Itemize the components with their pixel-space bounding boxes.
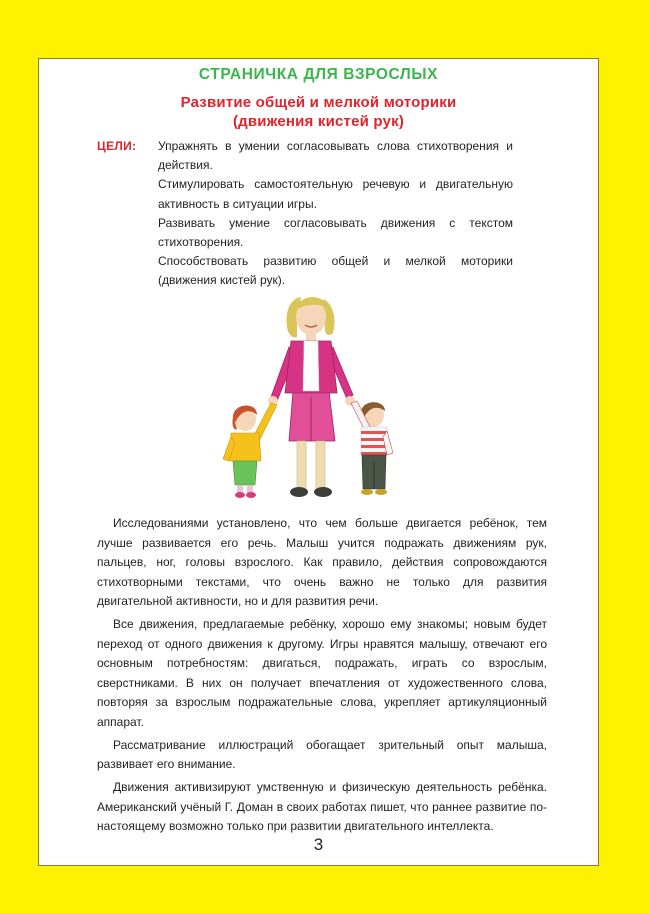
goals-list [158,137,513,291]
boy-figure [351,401,393,495]
body-paragraph: Все движения, предлагаемые ребёнку, хорошо ему знакомы; новым будет переход от одного движения к другому. Игры нравятся малышу, отвечают его основным потребностям: двигаться, подражать, играть со взрослым, сверстниками. В них он получает впечатления от художественного слова, повторяя за взрослым подражательные слова, укрепляет артикуляционный аппарат. [97,617,547,729]
goal-item: Способствовать развитию общей и мелкой моторики (движения кистей рук). [158,254,513,288]
body-text [97,514,547,840]
main-title [39,93,598,131]
body-paragraph: Движения активизируют умственную и физическую деятельность ребёнка. Американский учёный Г. Доман в своих работах пишет, что раннее развитие по-настоящему возможно только при развитии двигательного интеллекта. [97,780,547,833]
woman-figure [268,297,355,497]
goal-item: Упражнять в умении согласовывать слова стихотворения и действия. [158,139,513,173]
goal-item: Стимулировать самостоятельную речевую и двигательную активность в ситуации игры. [158,177,513,211]
page-number: 3 [313,835,324,854]
body-paragraph: Исследованиями установлено, что чем больше двигается ребёнок, тем лучше развивается его речь. Малыш учится подражать движениям рук, пальцев, ног, головы взрослого. Как правило, действия сопровождаются стихотворными текстами, что очень важно не только для развития двигательной активности, но и для развития речи. [97,516,547,608]
mother-children-illustration [201,291,421,506]
goals-label: ЦЕЛИ: [97,139,137,153]
girl-figure [223,403,277,498]
body-paragraph: Рассматривание иллюстраций обогащает зрительный опыт малыша, развивает его внимание. [97,737,547,771]
page-panel [38,58,599,866]
main-title-line-1: Развитие общей и мелкой моторики [180,94,457,111]
goal-item: Развивать умение согласовывать движения с текстом стихотворения. [158,215,513,250]
section-title: СТРАНИЧКА ДЛЯ ВЗРОСЛЫХ [198,66,439,83]
main-title-line-2: (движения кистей рук) [232,113,405,130]
